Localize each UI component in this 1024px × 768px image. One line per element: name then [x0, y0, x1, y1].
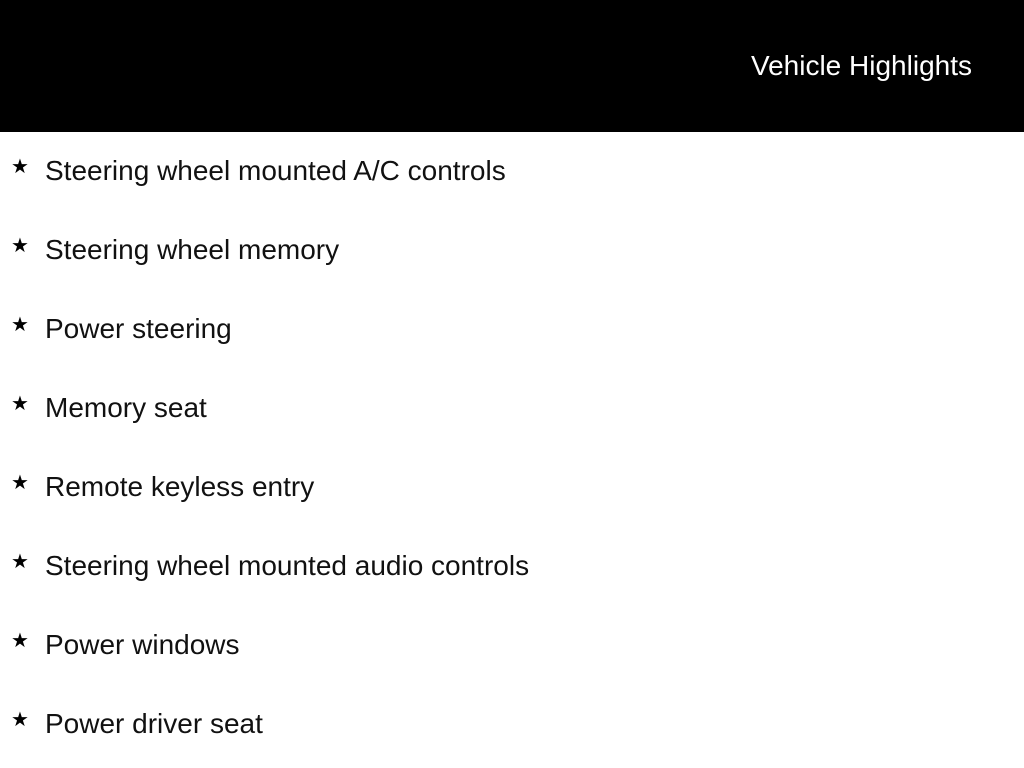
- list-item-label: Remote keyless entry: [45, 471, 315, 502]
- star-icon: ★: [11, 235, 29, 257]
- list-item-label: Steering wheel mounted audio controls: [45, 550, 530, 581]
- star-icon: ★: [11, 709, 29, 731]
- star-icon: ★: [11, 314, 29, 336]
- star-icon: ★: [11, 156, 29, 178]
- list-item-label: Steering wheel memory: [45, 234, 340, 265]
- list-item-label: Memory seat: [45, 392, 207, 423]
- star-icon: ★: [11, 393, 29, 415]
- star-icon: ★: [11, 630, 29, 652]
- list-item: [0, 448, 1024, 527]
- list-item-label: Power windows: [45, 629, 240, 660]
- highlights-list: [0, 132, 1024, 764]
- list-item: [0, 290, 1024, 369]
- list-item: [0, 132, 1024, 211]
- list-item: [0, 606, 1024, 685]
- list-item: [0, 369, 1024, 448]
- list-item: [0, 685, 1024, 764]
- header-bar: [0, 0, 1024, 132]
- star-icon: ★: [11, 551, 29, 573]
- list-item-label: Power steering: [45, 313, 232, 344]
- list-item-label: Steering wheel mounted A/C controls: [45, 155, 506, 186]
- list-item-label: Power driver seat: [45, 708, 263, 739]
- star-icon: ★: [11, 472, 29, 494]
- list-item: [0, 527, 1024, 606]
- list-item: [0, 211, 1024, 290]
- page-title: Vehicle Highlights: [750, 50, 972, 81]
